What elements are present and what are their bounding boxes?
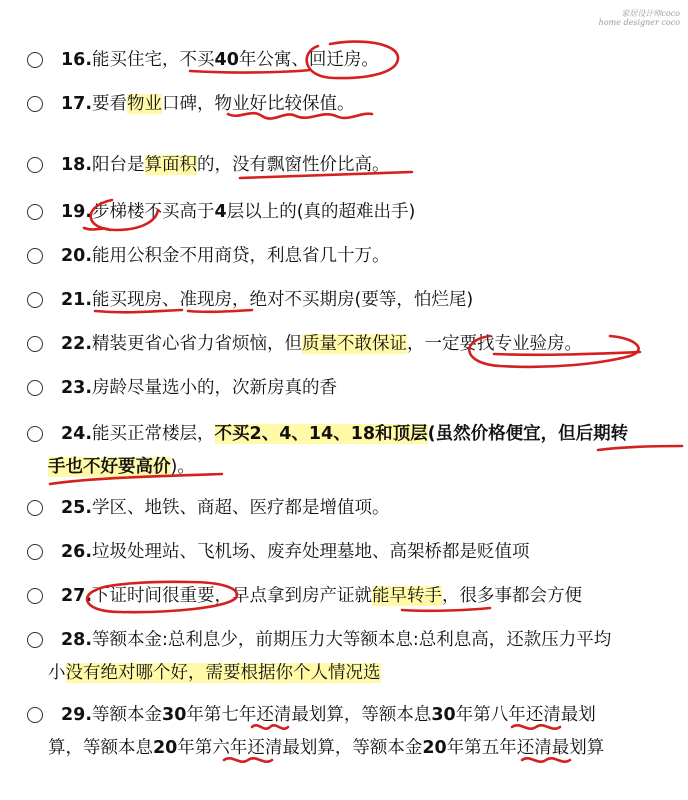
text-line: [48, 451, 679, 484]
text-segment: 房龄尽量选小的，次新房真的香: [92, 378, 338, 398]
highlighted-text: 算面积: [144, 155, 198, 175]
text-segment: 下证时间很重要，早点拿到房产证就: [92, 586, 373, 606]
item-number: 20.: [61, 246, 93, 266]
item-number: 18.: [61, 155, 93, 175]
text-segment: 等额本金:总利息少，前期压力大等额本息:总利息高，还款压力平均: [92, 630, 612, 650]
radio-button[interactable]: [27, 544, 43, 560]
text-segment: 年第八年还清最划: [455, 705, 596, 725]
item-text: [61, 196, 679, 229]
item-text: [61, 372, 679, 405]
text-line: [61, 624, 679, 657]
text-segment: 年第七年还清最划算，等额本息: [186, 705, 432, 725]
radio-button[interactable]: [27, 426, 43, 442]
text-segment: 40: [214, 50, 239, 70]
highlighted-text: 手也不好要高价: [48, 457, 171, 477]
text-segment: 等额本金: [92, 705, 163, 725]
text-line: [61, 699, 679, 732]
text-segment: 算，等额本息: [48, 738, 153, 758]
highlighted-text: 质量不敢保证: [302, 334, 408, 354]
item-text: [61, 149, 679, 182]
radio-button[interactable]: [27, 157, 43, 173]
text-segment: 口碑，物业好比较保值。: [162, 94, 355, 114]
item-number: 27.: [61, 586, 93, 606]
text-segment: 步梯楼不买高于: [92, 202, 215, 222]
item-text: [61, 328, 679, 361]
text-segment: 小: [48, 663, 66, 683]
watermark: [599, 9, 680, 27]
item-number: 23.: [61, 378, 93, 398]
radio-button[interactable]: [27, 336, 43, 352]
highlighted-text: 没有绝对哪个好，需要根据你个人情况选: [65, 663, 381, 683]
item-text: [48, 418, 679, 484]
item-number: 26.: [61, 542, 93, 562]
highlighted-text: 能早转手: [372, 586, 443, 606]
text-segment: 的，没有飘窗性价比高。: [197, 155, 390, 175]
text-segment: 年第六年还清最划算，等额本金: [177, 738, 423, 758]
radio-button[interactable]: [27, 204, 43, 220]
item-text: [48, 624, 679, 690]
item-number: 28.: [61, 630, 93, 650]
text-segment: 能买现房、准现房，绝对不买期房(要等，怕烂尾): [92, 290, 474, 310]
text-segment: 能用公积金不用商贷，利息省几十万。: [92, 246, 390, 266]
item-text: [61, 536, 679, 569]
item-number: 21.: [61, 290, 93, 310]
highlighted-text: 不买2、4、14、18和顶层: [214, 424, 428, 444]
text-segment: 学区、地铁、商超、医疗都是增值项。: [92, 498, 390, 518]
item-text: [61, 88, 679, 121]
watermark-line-1: 家居设计师coco: [621, 9, 680, 18]
radio-button[interactable]: [27, 500, 43, 516]
text-line: [48, 657, 679, 690]
item-number: 24.: [61, 424, 93, 444]
item-text: [61, 580, 679, 613]
text-segment: 年公寓、回迁房。: [238, 50, 379, 70]
radio-button[interactable]: [27, 632, 43, 648]
item-text: [48, 699, 679, 765]
text-segment: 20: [153, 738, 178, 758]
text-segment: ，很多事都会方便: [442, 586, 583, 606]
text-segment: 能买住宅，不买: [92, 50, 215, 70]
text-segment: 垃圾处理站、飞机场、废弃处理墓地、高架桥都是贬值项: [92, 542, 530, 562]
text-segment: 阳台是: [92, 155, 145, 175]
text-line: [61, 418, 679, 451]
radio-button[interactable]: [27, 588, 43, 604]
text-segment: 年第五年还清最划算: [446, 738, 605, 758]
text-segment: ，一定要找专业验房。: [407, 334, 583, 354]
text-segment: 层以上的(真的超难出手): [226, 202, 416, 222]
item-number: 17.: [61, 94, 93, 114]
radio-button[interactable]: [27, 248, 43, 264]
text-segment: 20: [422, 738, 447, 758]
item-number: 16.: [61, 50, 93, 70]
item-number: 29.: [61, 705, 93, 725]
item-number: 22.: [61, 334, 93, 354]
text-segment: 30: [431, 705, 456, 725]
text-segment: )。: [170, 457, 195, 477]
item-text: [61, 492, 679, 525]
highlighted-text: 物业: [127, 94, 163, 114]
radio-button[interactable]: [27, 52, 43, 68]
text-segment: (虽然价格便宜，但后期转: [427, 424, 629, 444]
item-text: [61, 44, 679, 77]
item-number: 19.: [61, 202, 93, 222]
text-segment: 能买正常楼层，: [92, 424, 215, 444]
text-segment: 4: [214, 202, 227, 222]
text-segment: 精装更省心省力省烦恼，但: [92, 334, 303, 354]
radio-button[interactable]: [27, 292, 43, 308]
text-segment: 要看: [92, 94, 128, 114]
text-line: [48, 732, 679, 765]
radio-button[interactable]: [27, 707, 43, 723]
item-number: 25.: [61, 498, 93, 518]
watermark-line-2: home designer coco: [598, 18, 680, 27]
item-text: [61, 240, 679, 273]
radio-button[interactable]: [27, 380, 43, 396]
radio-button[interactable]: [27, 96, 43, 112]
text-segment: 30: [162, 705, 187, 725]
item-text: [61, 284, 679, 317]
